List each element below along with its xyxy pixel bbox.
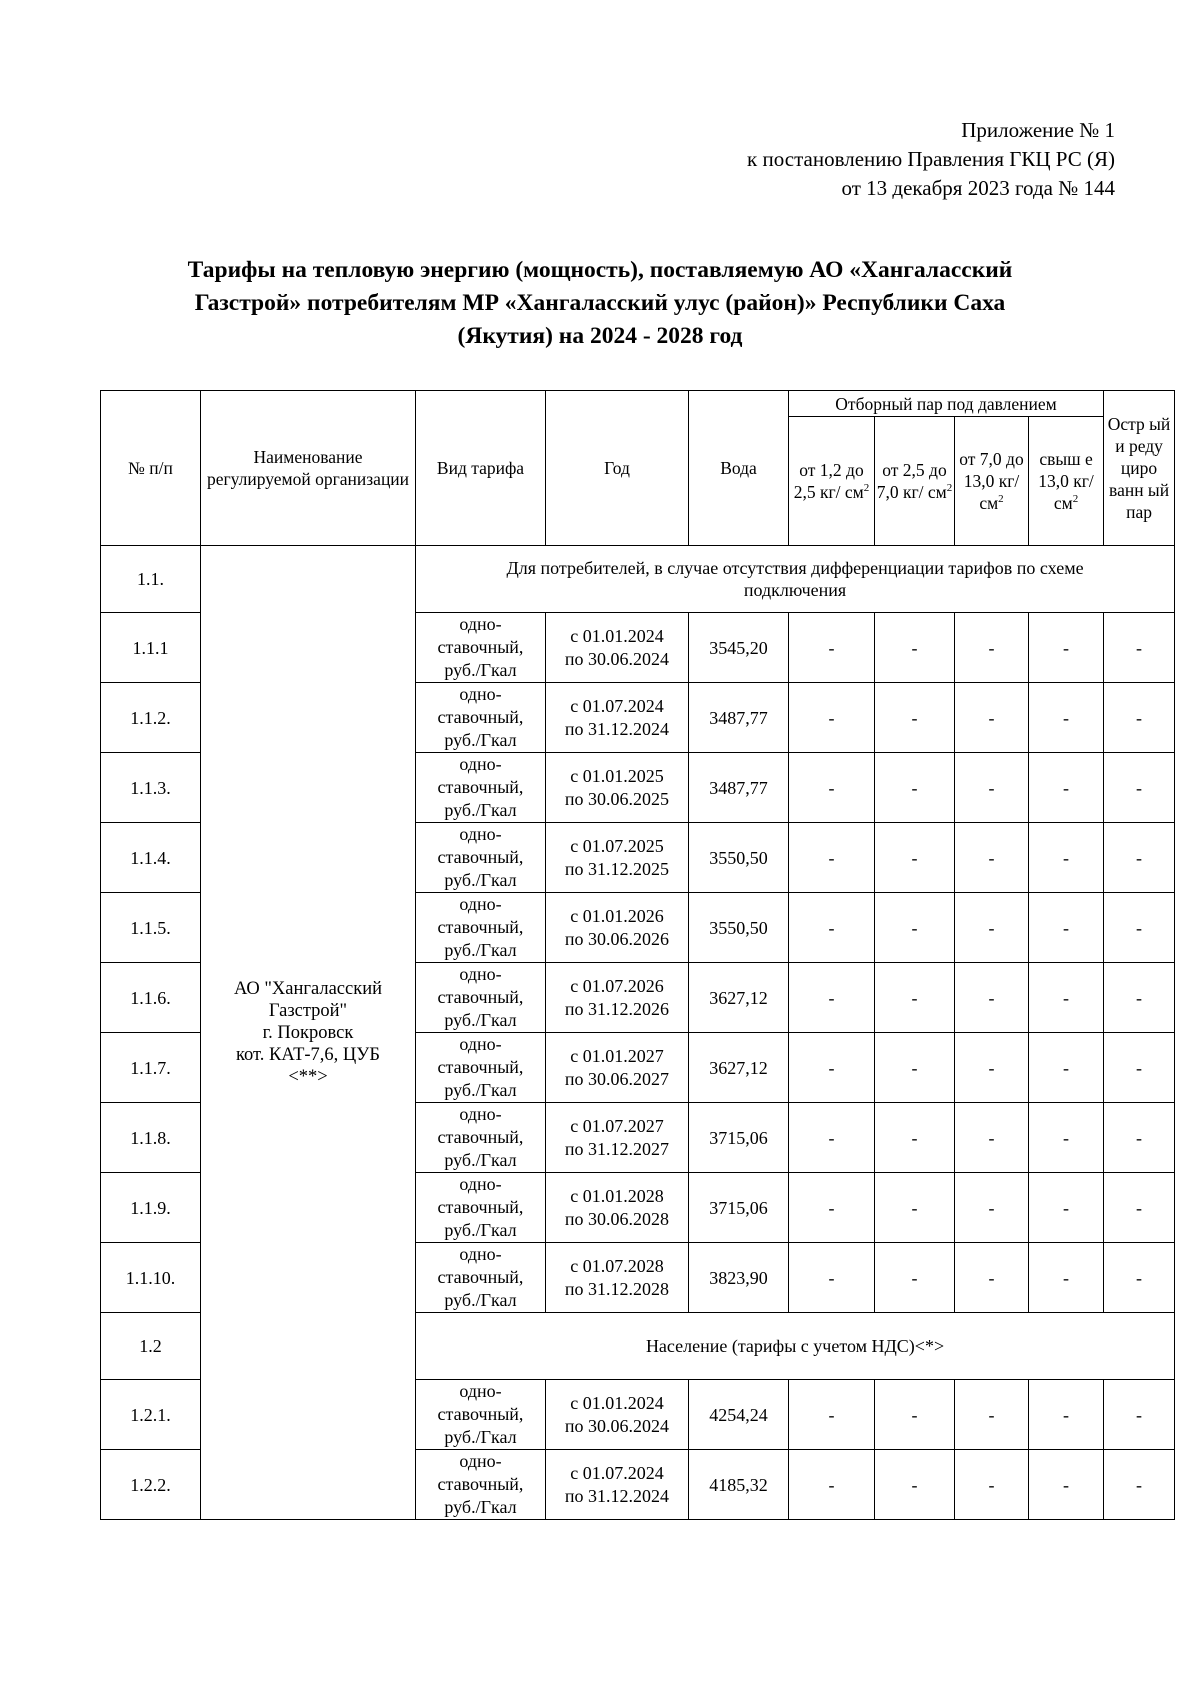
steam-tariff-empty: -: [955, 963, 1029, 1033]
tariff-type-line: одно-: [459, 1381, 502, 1401]
row-num: 1.1.2.: [101, 683, 201, 753]
tariff-type-line: одно-: [459, 684, 502, 704]
tariff-type-line: одно-: [459, 964, 502, 984]
tariff-type-line: руб./Гкал: [444, 870, 517, 890]
period-from: с 01.01.2028: [570, 1185, 664, 1206]
steam-tariff-empty: -: [955, 1450, 1029, 1520]
tariff-type-line: одно-: [459, 894, 502, 914]
steam-tariff-empty: -: [789, 1033, 875, 1103]
steam-tariff-empty: -: [955, 1033, 1029, 1103]
steam-tariff-empty: -: [789, 1450, 875, 1520]
tariff-type-line: ставочный,: [437, 637, 524, 657]
tariff-type-line: одно-: [459, 1244, 502, 1264]
steam-tariff-empty: -: [789, 963, 875, 1033]
section-title-line: Для потребителей, в случае отсутствия дифференциации тарифов по схеме: [506, 558, 1084, 578]
steam-tariff-empty: -: [1029, 1450, 1104, 1520]
organization-line: <**>: [288, 1066, 328, 1087]
steam-tariff-empty: -: [1104, 753, 1175, 823]
water-tariff: 4185,32: [689, 1450, 789, 1520]
steam-tariff-empty: -: [955, 893, 1029, 963]
appendix-line: от 13 декабря 2023 года № 144: [841, 176, 1115, 200]
row-num: 1.1.4.: [101, 823, 201, 893]
tariff-type-line: руб./Гкал: [444, 1427, 517, 1447]
section-row: [101, 546, 1175, 613]
steam-tariff-empty: -: [789, 1243, 875, 1313]
water-tariff: 3823,90: [689, 1243, 789, 1313]
section-title: [416, 546, 1175, 613]
period-from: с 01.01.2026: [570, 905, 664, 926]
tariff-type-line: руб./Гкал: [444, 1290, 517, 1310]
period-cell: [546, 1380, 689, 1450]
steam-tariff-empty: -: [955, 683, 1029, 753]
row-num: 1.2.2.: [101, 1450, 201, 1520]
steam-tariff-empty: -: [955, 823, 1029, 893]
period-to: по 30.06.2028: [564, 1208, 670, 1229]
water-tariff: 3715,06: [689, 1103, 789, 1173]
title-line: Газстрой» потребителям МР «Хангаласский улус (район)» Республики Саха: [194, 290, 1006, 316]
period-from: с 01.01.2025: [570, 765, 664, 786]
water-tariff: 3715,06: [689, 1173, 789, 1243]
period-from: с 01.01.2027: [570, 1045, 664, 1066]
water-tariff: 4254,24: [689, 1380, 789, 1450]
section-num: 1.1.: [101, 546, 201, 613]
period-cell: [546, 683, 689, 753]
tariff-type-line: руб./Гкал: [444, 940, 517, 960]
steam-tariff-empty: -: [875, 753, 955, 823]
appendix-line: Приложение № 1: [961, 118, 1115, 142]
tariff-type-line: ставочный,: [437, 777, 524, 797]
steam-tariff-empty: -: [789, 753, 875, 823]
steam-tariff-empty: -: [875, 1103, 955, 1173]
tariff-type-cell: [416, 1243, 546, 1313]
period-to: по 31.12.2025: [564, 858, 670, 879]
appendix-line: к постановлению Правления ГКЦ РС (Я): [747, 147, 1115, 171]
steam-tariff-empty: -: [875, 1033, 955, 1103]
steam-tariff-empty: -: [1029, 963, 1104, 1033]
steam-tariff-empty: -: [1104, 1450, 1175, 1520]
tariff-type-cell: [416, 1380, 546, 1450]
tariff-type-cell: [416, 893, 546, 963]
steam-tariff-empty: -: [1104, 823, 1175, 893]
steam-tariff-empty: -: [875, 683, 955, 753]
steam-tariff-empty: -: [875, 1243, 955, 1313]
period-from: с 01.07.2026: [570, 975, 664, 996]
tariff-type-cell: [416, 963, 546, 1033]
steam-tariff-empty: -: [1029, 1380, 1104, 1450]
header-pressure-3: от 7,0 до 13,0 кг/ $см^2$: [955, 417, 1029, 546]
period-to: по 31.12.2027: [564, 1138, 670, 1159]
period-from: с 01.01.2024: [570, 625, 664, 646]
steam-tariff-empty: -: [1029, 613, 1104, 683]
tariff-type-line: ставочный,: [437, 707, 524, 727]
tariff-type-line: руб./Гкал: [444, 800, 517, 820]
period-cell: [546, 893, 689, 963]
tariff-type-line: руб./Гкал: [444, 1150, 517, 1170]
steam-tariff-empty: -: [1104, 1033, 1175, 1103]
tariff-type-line: ставочный,: [437, 1474, 524, 1494]
tariff-type-line: руб./Гкал: [444, 660, 517, 680]
period-to: по 30.06.2025: [564, 788, 670, 809]
period-cell: [546, 1450, 689, 1520]
tariff-type-line: одно-: [459, 1451, 502, 1471]
tariff-type-line: одно-: [459, 824, 502, 844]
steam-tariff-empty: -: [789, 1380, 875, 1450]
period-from: с 01.07.2025: [570, 835, 664, 856]
header-year: Год: [546, 391, 689, 546]
period-cell: [546, 1103, 689, 1173]
steam-tariff-empty: -: [1029, 1243, 1104, 1313]
organization-cell: [201, 546, 416, 1520]
period-to: по 31.12.2024: [564, 718, 670, 739]
period-cell: [546, 753, 689, 823]
tariff-type-line: ставочный,: [437, 1197, 524, 1217]
tariff-type-line: руб./Гкал: [444, 1220, 517, 1240]
steam-tariff-empty: -: [955, 753, 1029, 823]
period-from: с 01.07.2027: [570, 1115, 664, 1136]
tariff-type-line: ставочный,: [437, 1404, 524, 1424]
period-from: с 01.07.2024: [570, 695, 664, 716]
steam-tariff-empty: -: [875, 613, 955, 683]
steam-tariff-empty: -: [1104, 963, 1175, 1033]
section-title-line: Население (тарифы с учетом НДС)<*>: [645, 1336, 945, 1356]
row-num: 1.1.9.: [101, 1173, 201, 1243]
steam-tariff-empty: -: [955, 1380, 1029, 1450]
tariff-type-cell: [416, 1450, 546, 1520]
period-from: с 01.07.2024: [570, 1462, 664, 1483]
tariff-type-line: ставочный,: [437, 917, 524, 937]
steam-tariff-empty: -: [955, 1243, 1029, 1313]
header-pressure-1: от 1,2 до 2,5 кг/ $см^2$: [789, 417, 875, 546]
header-row: [101, 391, 1175, 417]
tariff-type-line: ставочный,: [437, 987, 524, 1007]
tariff-type-cell: [416, 1103, 546, 1173]
period-cell: [546, 1243, 689, 1313]
header-pressure-4: свыш е 13,0 кг/ $см^2$: [1029, 417, 1104, 546]
title-line: Тарифы на тепловую энергию (мощность), поставляемую АО «Хангаласский: [187, 257, 1013, 283]
steam-tariff-empty: -: [789, 823, 875, 893]
tariff-type-cell: [416, 613, 546, 683]
tariff-type-line: ставочный,: [437, 1267, 524, 1287]
period-to: по 30.06.2027: [564, 1068, 670, 1089]
row-num: 1.1.6.: [101, 963, 201, 1033]
tariff-type-cell: [416, 753, 546, 823]
steam-tariff-empty: -: [789, 893, 875, 963]
period-to: по 31.12.2026: [564, 998, 670, 1019]
steam-tariff-empty: -: [789, 683, 875, 753]
header-sharp-steam: Остр ый и реду циро ванн ый пар: [1104, 391, 1175, 546]
tariff-type-cell: [416, 683, 546, 753]
steam-tariff-empty: -: [955, 1173, 1029, 1243]
organization-line: Газстрой": [268, 1000, 348, 1021]
steam-tariff-empty: -: [875, 1173, 955, 1243]
header-pressure-2: от 2,5 до 7,0 кг/ $см^2$: [875, 417, 955, 546]
tariff-type-line: ставочный,: [437, 847, 524, 867]
water-tariff: 3487,77: [689, 683, 789, 753]
period-to: по 30.06.2026: [564, 928, 670, 949]
period-to: по 31.12.2028: [564, 1278, 670, 1299]
water-tariff: 3627,12: [689, 963, 789, 1033]
row-num: 1.1.5.: [101, 893, 201, 963]
period-from: с 01.07.2028: [570, 1255, 664, 1276]
steam-tariff-empty: -: [1104, 1173, 1175, 1243]
header-num: № п/п: [101, 391, 201, 546]
period-cell: [546, 1173, 689, 1243]
steam-tariff-empty: -: [1104, 1243, 1175, 1313]
row-num: 1.1.7.: [101, 1033, 201, 1103]
water-tariff: 3550,50: [689, 893, 789, 963]
tariff-type-line: одно-: [459, 614, 502, 634]
steam-tariff-empty: -: [1104, 1103, 1175, 1173]
water-tariff: 3550,50: [689, 823, 789, 893]
water-tariff: 3487,77: [689, 753, 789, 823]
steam-tariff-empty: -: [955, 1103, 1029, 1173]
period-to: по 31.12.2024: [564, 1485, 670, 1506]
tariff-type-line: руб./Гкал: [444, 1010, 517, 1030]
row-num: 1.1.10.: [101, 1243, 201, 1313]
period-to: по 30.06.2024: [564, 648, 670, 669]
steam-tariff-empty: -: [1104, 683, 1175, 753]
period-from: с 01.01.2024: [570, 1392, 664, 1413]
tariff-type-line: одно-: [459, 754, 502, 774]
steam-tariff-empty: -: [789, 1173, 875, 1243]
period-to: по 30.06.2024: [564, 1415, 670, 1436]
header-water: Вода: [689, 391, 789, 546]
header-steam-group: Отборный пар под давлением: [789, 391, 1104, 417]
steam-tariff-empty: -: [1104, 893, 1175, 963]
steam-tariff-empty: -: [875, 893, 955, 963]
steam-tariff-empty: -: [875, 1380, 955, 1450]
steam-tariff-empty: -: [1029, 1033, 1104, 1103]
steam-tariff-empty: -: [1104, 613, 1175, 683]
steam-tariff-empty: -: [1104, 1380, 1175, 1450]
section-title: [416, 1313, 1175, 1380]
steam-tariff-empty: -: [1029, 823, 1104, 893]
tariff-type-line: ставочный,: [437, 1127, 524, 1147]
steam-tariff-empty: -: [1029, 893, 1104, 963]
tariff-type-line: одно-: [459, 1034, 502, 1054]
section-title-line: подключения: [743, 580, 847, 600]
steam-tariff-empty: -: [789, 1103, 875, 1173]
steam-tariff-empty: -: [875, 823, 955, 893]
title-line: (Якутия) на 2024 - 2028 год: [457, 323, 743, 349]
tariff-table: [100, 390, 1175, 1520]
period-cell: [546, 963, 689, 1033]
tariff-type-line: ставочный,: [437, 1057, 524, 1077]
row-num: 1.1.1: [101, 613, 201, 683]
steam-tariff-empty: -: [1029, 1173, 1104, 1243]
water-tariff: 3627,12: [689, 1033, 789, 1103]
period-cell: [546, 823, 689, 893]
steam-tariff-empty: -: [955, 613, 1029, 683]
period-cell: [546, 1033, 689, 1103]
tariff-type-line: одно-: [459, 1174, 502, 1194]
tariff-type-cell: [416, 1173, 546, 1243]
header-tariff-type: Вид тарифа: [416, 391, 546, 546]
steam-tariff-empty: -: [1029, 683, 1104, 753]
steam-tariff-empty: -: [875, 1450, 955, 1520]
water-tariff: 3545,20: [689, 613, 789, 683]
row-num: 1.1.3.: [101, 753, 201, 823]
organization-line: АО "Хангаласский: [233, 978, 383, 999]
appendix-note: [555, 116, 1115, 203]
tariff-type-line: руб./Гкал: [444, 1497, 517, 1517]
steam-tariff-empty: -: [789, 613, 875, 683]
organization-line: г. Покровск: [262, 1022, 354, 1043]
tariff-type-cell: [416, 823, 546, 893]
tariff-type-line: руб./Гкал: [444, 730, 517, 750]
steam-tariff-empty: -: [875, 963, 955, 1033]
period-cell: [546, 613, 689, 683]
section-num: 1.2: [101, 1313, 201, 1380]
row-num: 1.1.8.: [101, 1103, 201, 1173]
row-num: 1.2.1.: [101, 1380, 201, 1450]
organization-line: кот. КАТ-7,6, ЦУБ: [236, 1044, 380, 1065]
tariff-type-line: руб./Гкал: [444, 1080, 517, 1100]
header-org: Наименование регулируемой организации: [201, 391, 416, 546]
steam-tariff-empty: -: [1029, 1103, 1104, 1173]
tariff-type-line: одно-: [459, 1104, 502, 1124]
tariff-type-cell: [416, 1033, 546, 1103]
document-title: [130, 254, 1070, 353]
steam-tariff-empty: -: [1029, 753, 1104, 823]
